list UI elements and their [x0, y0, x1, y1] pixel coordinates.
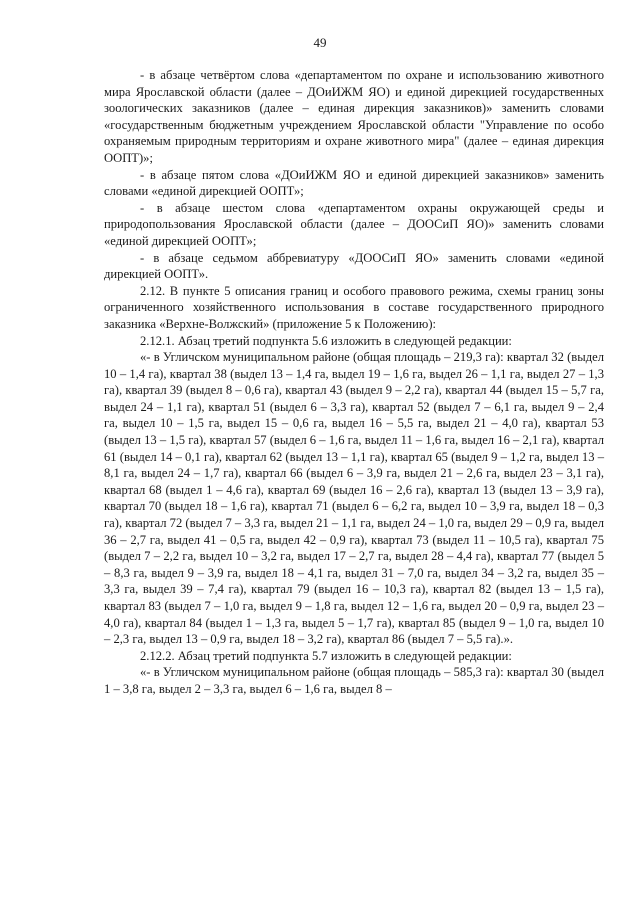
paragraph-2-12-1: 2.12.1. Абзац третий подпункта 5.6 изложить в следующей редакции: — [140, 333, 512, 348]
paragraph-2-12: 2.12. В пункте 5 описания границ и особого правового режима, схемы границ зоны ограниченного хозяйственного использования в составе государственного природного заказника «Верхне-Волжский» (приложение 5 к Положению): — [104, 283, 604, 331]
paragraph-2-12-2: 2.12.2. Абзац третий подпункта 5.7 изложить в следующей редакции: — [140, 648, 512, 663]
paragraph-abzac-4: - в абзаце четвёртом слова «департаментом по охране и использованию животного мира Ярославской области (далее – ДОиИЖМ ЯО) и единой дирекцией государственных зоологических заказников (далее – единая дирекция заказников)» заменить словами «государственным бюджетным учреждением Ярославской области "Управление по особо охраняемым природным территориям и охране животного мира" (далее – единая дирекция ООПТ)»; — [104, 68, 604, 165]
page-number: 49 — [313, 35, 327, 50]
paragraph-uglich-5-7: «- в Угличском муниципальном районе (общая площадь – 585,3 га): квартал 30 (выдел 1 – 3,8 га, выдел 2 – 3,3 га, выдел 6 – 1,6 га, выдел 8 – — [104, 665, 604, 696]
document-text — [104, 67, 604, 698]
paragraph-abzac-6: - в абзаце шестом слова «департаментом охраны окружающей среды и природопользования Ярославской области (далее – ДООСиП ЯО)» заменить словами «единой дирекцией ООПТ»; — [104, 200, 604, 248]
paragraph-abzac-7: - в абзаце седьмом аббревиатуру «ДООСиП ЯО» заменить словами «единой дирекцией ООПТ». — [104, 250, 604, 282]
paragraph-abzac-5: - в абзаце пятом слова «ДОиИЖМ ЯО и единой дирекцией заказников» заменить словами «единой дирекцией ООПТ»; — [104, 167, 604, 199]
paragraph-uglich-5-6: «- в Угличском муниципальном районе (общая площадь – 219,3 га): квартал 32 (выдел 10 – 1,4 га), квартал 38 (выдел 13 – 1,4 га, выдел 19 – 1,6 га, выдел 26 – 1,1 га, выдел 27 – 1,3 га), квартал 39 (выдел 8 – 0,6 га), квартал 43 (выдел 9 – 2,2 га), квартал 44 (выдел 15 – 5,7 га, выдел 24 – 1,1 га), квартал 51 (выдел 6 – 3,3 га), квартал 52 (выдел 7 – 6,1 га, выдел 9 – 2,4 га, выдел 10 – 1,5 га, выдел 15 – 0,6 га, выдел 16 – 5,5 га, выдел 21 – 4,0 га), квартал 53 (выдел 13 – 1,5 га), квартал 57 (выдел 6 – 1,6 га, выдел 11 – 1,6 га, выдел 16 – 2,1 га), квартал 61 (выдел 14 – 0,1 га), квартал 62 (выдел 13 – 1,1 га), квартал 65 (выдел 9 – 1,2 га, выдел 13 – 8,1 га, выдел 24 – 1,7 га), квартал 66 (выдел 6 – 3,9 га, выдел 21 – 2,6 га, выдел 23 – 3,1 га), квартал 68 (выдел 1 – 4,6 га), квартал 69 (выдел 16 – 2,6 га), квартал 13 (выдел 13 – 3,9 га), квартал 70 (выдел 18 – 1,6 га), квартал 71 (выдел 6 – 6,2 га, выдел 10 – 3,9 га, выдел 18 – 0,3 га), квартал 72 (выдел 7 – 3,3 га, выдел 21 – 1,1 га, выдел 24 – 1,0 га, выдел 29 – 0,9 га, выдел 36 – 2,7 га, выдел 41 – 0,5 га, выдел 42 – 0,9 га), квартал 73 (выдел 11 – 10,5 га), квартал 75 (выдел 7 – 2,2 га, выдел 10 – 3,2 га, выдел 17 – 2,7 га, выдел 28 – 4,4 га), квартал 77 (выдел 5 – 8,3 га, выдел 9 – 3,9 га, выдел 18 – 4,1 га, выдел 31 – 7,0 га, выдел 34 – 3,2 га, выдел 35 – 3,3 га, выдел 39 – 7,4 га), квартал 79 (выдел 16 – 10,3 га), квартал 82 (выдел 13 – 1,5 га), квартал 83 (выдел 7 – 1,0 га, выдел 9 – 1,8 га, выдел 12 – 1,6 га, выдел 20 – 0,9 га, выдел 23 – 4,0 га), квартал 84 (выдел 1 – 1,3 га, выдел 5 – 1,7 га), квартал 85 (выдел 9 – 1,0 га, выдел 10 – 2,3 га, выдел 13 – 0,9 га, выдел 18 – 3,2 га), квартал 86 (выдел 7 – 5,5 га).». — [104, 350, 604, 647]
